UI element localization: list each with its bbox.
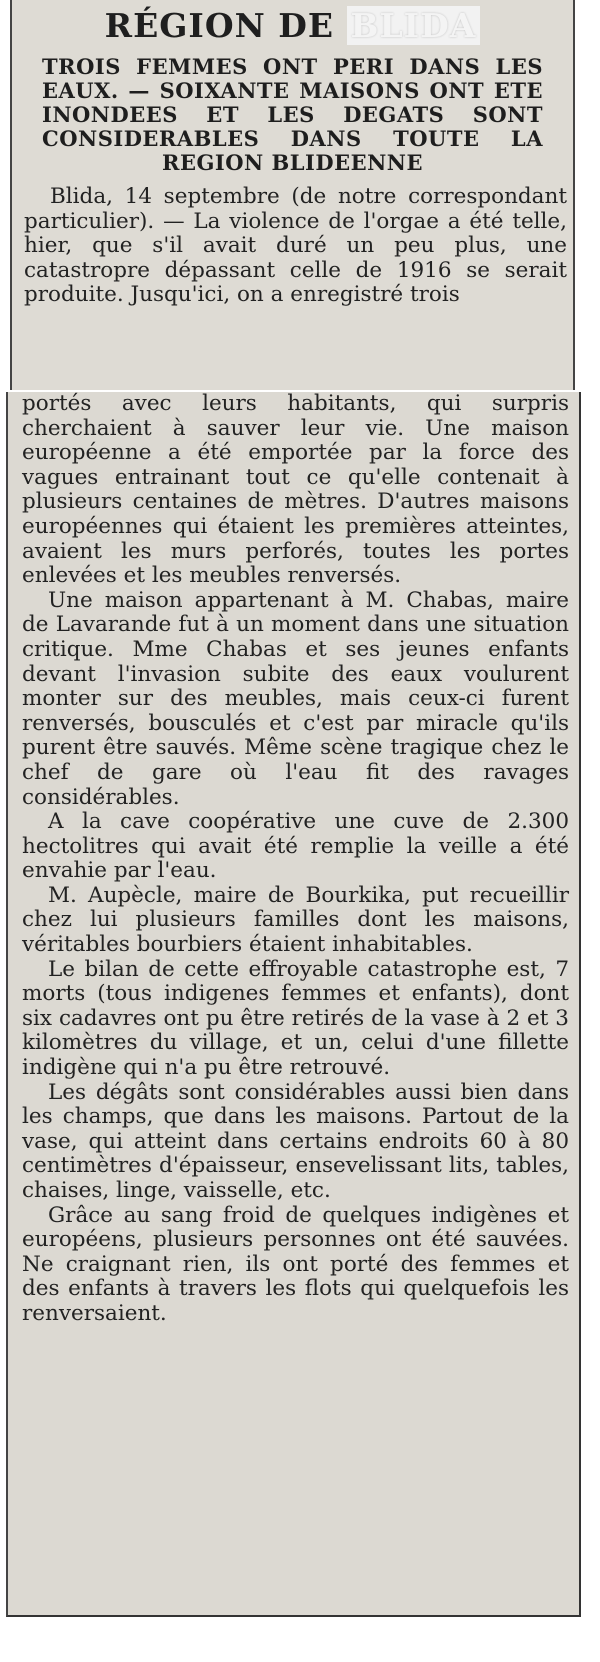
headline-place: BLIDA: [347, 6, 481, 45]
article-lead-paragraph: Blida, 14 septembre (de notre correspondant particulier). — La violence de l'orgae a été telle, hier, que s'il avait duré un peu plus, une catastropre dépassant celle de 1916 se serait produite. Jusqu'ici, on a enregistré trois: [24, 184, 567, 308]
article-subheadline: TROIS FEMMES ONT PERI DANS LES EAUX. — SOIXANTE MAISONS ONT ETE INONDEES ET LES DEGATS SONT CONSIDERABLES DANS TOUTE LA REGION BLIDEENNE: [42, 54, 543, 175]
clipping-top-fragment: [10, 0, 575, 390]
paragraph-6: Les dégâts sont considérables aussi bien dans les champs, que dans les maisons. Partout de la vase, qui atteint dans certains endroits 60 à 80 centimètres d'épaisseur, ensevelissant lits, tables, chaises, linge, vaisselle, etc.: [22, 1079, 569, 1203]
paragraph-5: Le bilan de cette effroyable catastrophe est, 7 morts (tous indigenes femmes et enfants), dont six cadavres ont pu être retirés de la vase à 2 et 3 kilomètres du village, et un, celui d'une fillette indigène qui n'a pu être retrouvé.: [22, 956, 569, 1081]
headline-prefix: RÉGION DE: [104, 6, 335, 45]
paragraph-3: A la cave coopérative une cuve de 2.300 hectolitres qui avait été remplie la veille a été envahie par l'eau.: [22, 809, 569, 884]
paragraph-7: Grâce au sang froid de quelques indigènes et européens, plusieurs personnes ont été sauvées. Ne craignant rien, ils ont porté des femmes et des enfants à travers les flots qui quelquefois les renversaient.: [22, 1202, 569, 1326]
clipping-bottom-fragment: [6, 392, 581, 1617]
paragraph-4: M. Aupècle, maire de Bourkika, put recueillir chez lui plusieurs familles dont les maisons, véritables bourbiers étaient inhabitables.: [22, 882, 569, 958]
paragraph-2: Une maison appartenant à M. Chabas, maire de Lavarande fut à un moment dans une situation critique. Mme Chabas et ses jeunes enfants devant l'invasion subite des eaux voulurent monter sur des meubles, mais ceux-ci furent renversés, bousculés et c'est par miracle qu'ils purent être sauvés. Même scène tragique chez le chef de gare où l'eau fit des ravages considérables.: [22, 587, 569, 810]
paragraph-1: portés avec leurs habitants, qui surpris cherchaient à sauver leur vie. Une maison européenne a été emportée par la force des vagues entrainant tout ce qu'elle contenait à plusieurs centaines de mètres. D'autres maisons européennes qui étaient les premières atteintes, avaient les murs perforés, toutes les portes enlevées et les meubles renversés.: [22, 392, 569, 589]
article-headline: [12, 6, 573, 45]
